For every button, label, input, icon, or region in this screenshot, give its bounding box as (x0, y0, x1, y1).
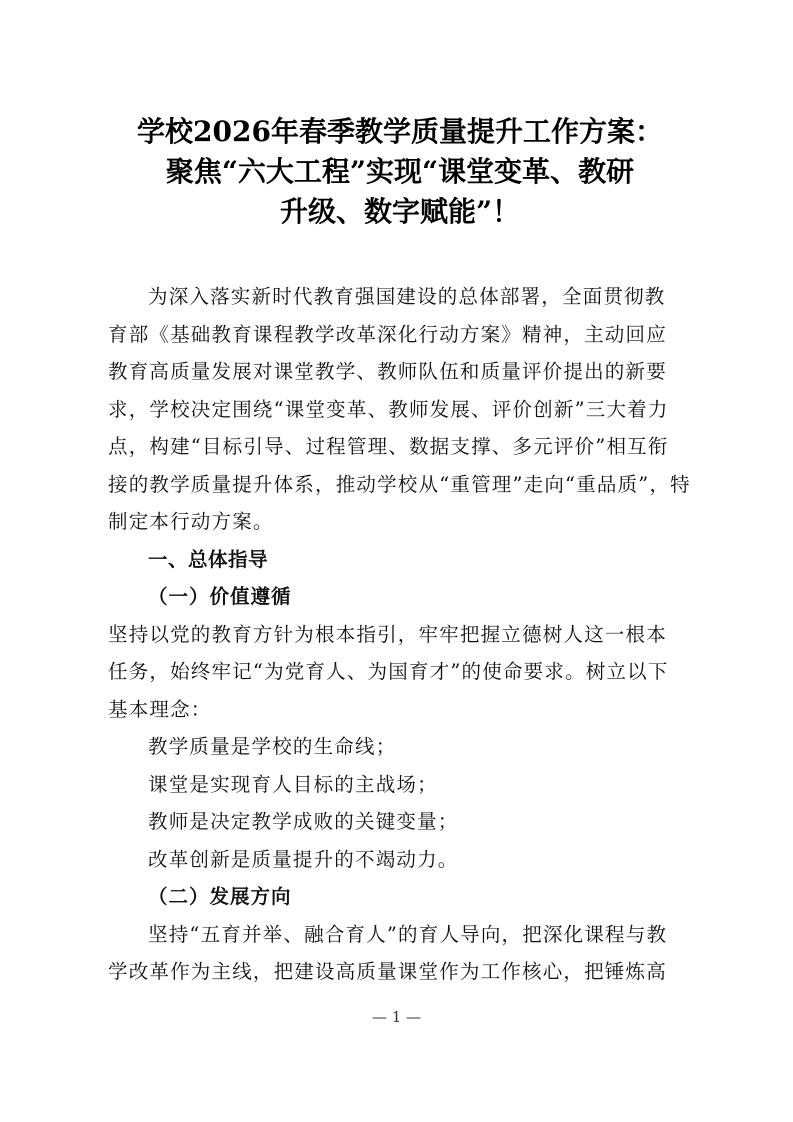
title-line: 升级、数字赋能”！ (279, 195, 521, 228)
title-line: 聚焦“六大工程”实现“课堂变革、教研 (165, 155, 635, 188)
intro-paragraph-line: 求，学校决定围绕“课堂变革、教师发展、评价创新”三大着力 (108, 397, 669, 421)
page-number: — 1 — (371, 1008, 422, 1026)
paragraph-line: 基本理念： (108, 697, 212, 721)
document-body (108, 278, 691, 991)
section-heading: 一、总体指导 (148, 547, 269, 571)
principle-item: 教师是决定教学成败的关键变量； (148, 810, 459, 833)
document-title (100, 112, 700, 232)
paragraph-line: 坚持“五育并举、融合育人”的育人导向，把深化课程与教 (148, 922, 668, 946)
intro-paragraph-line: 点，构建“目标引导、过程管理、数据支撑、多元评价”相互衔 (108, 435, 669, 458)
intro-paragraph-line: 为深入落实新时代教育强国建设的总体部署，全面贯彻教 (148, 285, 666, 308)
principle-item: 改革创新是质量提升的不竭动力。 (148, 847, 459, 871)
intro-paragraph-line: 接的教学质量提升体系，推动学校从“重管理”走向“重品质”，特 (108, 472, 691, 496)
principle-item: 课堂是实现育人目标的主战场； (148, 772, 438, 796)
paragraph-line: 学改革作为主线，把建设高质量课堂作为工作核心，把锤炼高 (108, 960, 667, 983)
title-line: 学校2026年春季教学质量提升工作方案： (137, 115, 663, 148)
principle-item: 教学质量是学校的生命线； (148, 735, 397, 758)
subsection-heading: （二）发展方向 (148, 885, 292, 908)
subsection-heading: （一）价值遵循 (148, 585, 292, 608)
intro-paragraph-line: 教育高质量发展对课堂教学、教师队伍和质量评价提出的新要 (108, 360, 667, 383)
paragraph-line: 坚持以党的教育方针为根本指引，牢牢把握立德树人这一根本 (108, 622, 667, 646)
intro-paragraph-line: 制定本行动方案。 (108, 510, 274, 533)
intro-paragraph-line: 育部《基础教育课程教学改革深化行动方案》精神，主动回应 (108, 322, 667, 346)
paragraph-line: 任务，始终牢记“为党育人、为国育才”的使命要求。树立以下 (108, 660, 669, 683)
